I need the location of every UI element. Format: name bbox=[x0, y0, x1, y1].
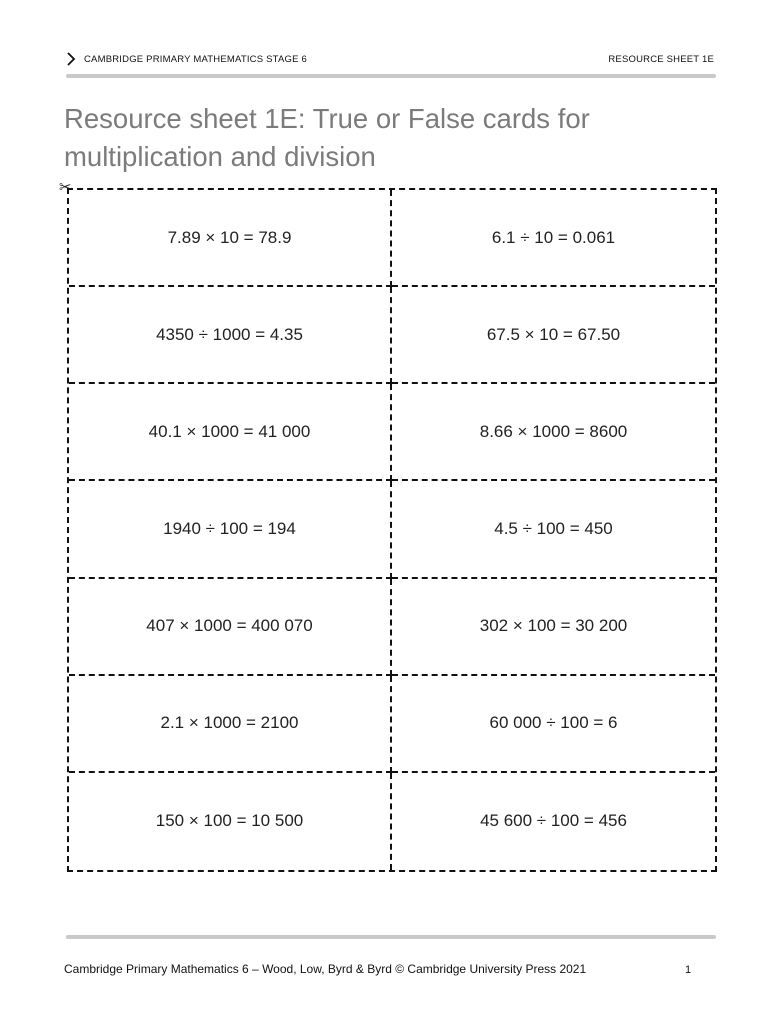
card: 6.1 ÷ 10 = 0.061 bbox=[392, 190, 715, 287]
header-series-label: CAMBRIDGE PRIMARY MATHEMATICS STAGE 6 bbox=[84, 54, 307, 65]
card: 60 000 ÷ 100 = 6 bbox=[392, 676, 715, 773]
footer-citation: Cambridge Primary Mathematics 6 – Wood, Low, Byrd & Byrd © Cambridge University Press 2021 bbox=[64, 962, 587, 976]
card: 8.66 × 1000 = 8600 bbox=[392, 384, 715, 481]
card: 4.5 ÷ 100 = 450 bbox=[392, 481, 715, 578]
footer-divider bbox=[66, 935, 716, 939]
card-grid bbox=[67, 188, 717, 872]
card: 302 × 100 = 30 200 bbox=[392, 579, 715, 676]
header-sheet-label: RESOURCE SHEET 1E bbox=[608, 54, 714, 65]
page-header bbox=[64, 51, 714, 69]
card: 4350 ÷ 1000 = 4.35 bbox=[69, 287, 392, 384]
card: 2.1 × 1000 = 2100 bbox=[69, 676, 392, 773]
scissors-icon: ✂ bbox=[59, 178, 72, 196]
page-title: Resource sheet 1E: True or False cards for multiplication and division bbox=[64, 103, 590, 172]
page-number: 1 bbox=[685, 964, 692, 976]
card: 45 600 ÷ 100 = 456 bbox=[480, 811, 627, 831]
card: 150 × 100 = 10 500 bbox=[69, 773, 392, 870]
card: 1940 ÷ 100 = 194 bbox=[69, 481, 392, 578]
card: 67.5 × 10 = 67.50 bbox=[392, 287, 715, 384]
card: 407 × 1000 = 400 070 bbox=[69, 579, 392, 676]
header-divider bbox=[66, 74, 716, 78]
chevron-right-icon bbox=[66, 52, 76, 66]
card: 7.89 × 10 = 78.9 bbox=[69, 190, 392, 287]
card: 40.1 × 1000 = 41 000 bbox=[69, 384, 392, 481]
